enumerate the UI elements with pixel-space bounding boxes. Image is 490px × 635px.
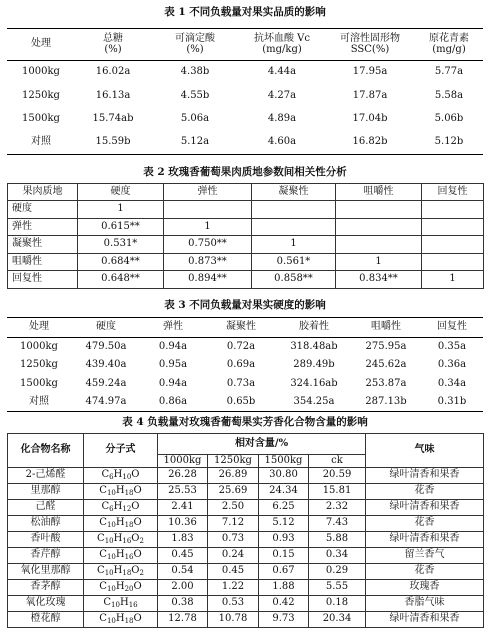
formula-part: 18 [124, 617, 134, 626]
table-cell: 0.72a [226, 340, 256, 352]
relative-content-cell: 0.18 [309, 596, 366, 612]
relative-content-cell: 0.53 [208, 596, 259, 612]
table-cell: 354.25a [293, 395, 335, 407]
odor-cell: 绿叶清香和果香 [366, 468, 484, 484]
formula-part: 16 [124, 553, 134, 562]
table1-header-row [7, 29, 483, 61]
relative-content-cell: 26.28 [158, 468, 208, 484]
formula-part: C [97, 565, 105, 577]
relative-content-cell: 1.83 [158, 532, 208, 548]
odor-cell: 花香 [366, 516, 484, 532]
odor-cell: 玫瑰香 [366, 580, 484, 596]
table-cell: 5.77a [434, 66, 464, 78]
molecular-formula [84, 468, 158, 484]
table-cell: 287.13b [365, 395, 407, 407]
table-cell [422, 218, 484, 236]
table3-header-cell: 凝聚性 [226, 321, 256, 333]
treatment-subheader: 1250kg [208, 455, 259, 468]
formula-part: H [113, 565, 123, 577]
formula-part: O [133, 517, 142, 529]
table4-body [8, 468, 484, 628]
table1-caption: 表 1 不同负载量对果实品质的影响 [164, 6, 326, 18]
table-cell: 5.06a [180, 113, 210, 124]
table3-header-cell: 回复性 [437, 321, 467, 333]
relative-content-cell: 25.53 [158, 484, 208, 500]
relative-content-cell: 2.32 [309, 500, 366, 516]
relative-content-cell: 0.38 [158, 596, 208, 612]
row-label: 回复性 [8, 271, 78, 289]
odor-cell: 花香 [366, 564, 484, 580]
table-row [7, 356, 483, 375]
table-row [8, 596, 484, 612]
table-cell: 4.60a [267, 136, 297, 148]
relative-content-cell: 2.41 [158, 500, 208, 516]
formula-part: 16 [128, 601, 138, 610]
table-row [8, 201, 484, 219]
table-cell: 479.50a [85, 340, 127, 352]
relative-content-cell: 1.88 [259, 580, 309, 596]
formula-part: H [113, 501, 123, 513]
formula-part: C [97, 533, 105, 545]
odor-cell: 绿叶清香和果香 [366, 612, 484, 628]
table-cell: 16.02a [95, 66, 131, 78]
odor-cell: 绿叶清香和果香 [366, 500, 484, 516]
table1-header-cell: 总糖 (%) [103, 33, 123, 55]
table-cell: 0.834** [336, 271, 422, 289]
row-label: 弹性 [8, 218, 78, 236]
table-cell: 4.89a [267, 113, 297, 124]
relative-content-cell: 5.55 [309, 580, 366, 596]
formula-part: 10 [106, 489, 116, 498]
formula-part: H [113, 469, 123, 481]
relative-content-cell: 5.12 [259, 516, 309, 532]
table-cell: 0.615** [78, 218, 164, 236]
table-row [8, 500, 484, 516]
treatment-subheader: ck [309, 455, 366, 468]
formula-part: C [101, 469, 110, 481]
relative-content-cell: 7.12 [208, 516, 259, 532]
relative-content-cell: 7.43 [309, 516, 366, 532]
formula-part: 10 [106, 585, 116, 594]
table3 [7, 317, 483, 412]
table-cell: 5.12a [180, 136, 210, 148]
table-row [8, 271, 484, 289]
table2 [7, 183, 484, 289]
formula-part: O [131, 501, 140, 513]
formula-part: C [99, 549, 107, 561]
table-cell: 324.16ab [290, 377, 338, 389]
row-label: 对照 [31, 136, 51, 148]
formula-part: 10 [106, 617, 116, 626]
table-cell [336, 201, 422, 219]
table-cell: 4.55b [180, 89, 210, 101]
table-cell: 17.95a [352, 66, 388, 78]
table-cell: 0.36a [437, 359, 467, 370]
formula-part: 20 [124, 585, 134, 594]
relative-content-cell: 0.73 [208, 532, 259, 548]
relative-content-cell: 0.15 [259, 548, 309, 564]
table-cell: 15.59b [95, 136, 131, 148]
table-cell: 1 [422, 271, 484, 289]
table1-header-cell: 可滴定酸 (%) [175, 33, 215, 55]
table-row [7, 108, 483, 132]
table-cell: 0.86a [158, 395, 188, 407]
formula-part: H [115, 581, 125, 593]
table-row [7, 61, 483, 85]
relative-content-cell: 5.88 [309, 532, 366, 548]
table2-body [8, 201, 484, 289]
molecular-formula [84, 580, 158, 596]
table-cell: 0.561* [252, 253, 336, 271]
molecular-formula [84, 612, 158, 628]
formula-part: O [133, 549, 142, 561]
table2-header-cell: 回复性 [422, 184, 484, 201]
table3-header-cell: 处理 [29, 321, 49, 333]
molecular-formula [84, 596, 158, 612]
table-cell: 17.04b [352, 113, 388, 124]
relative-content-cell: 24.34 [259, 484, 309, 500]
compound-name: 氧化里那醇 [8, 564, 84, 580]
table-cell: 15.74ab [92, 113, 134, 124]
table-cell: 459.24a [85, 377, 127, 389]
table-cell: 318.48ab [290, 340, 338, 352]
formula-part: 10 [106, 521, 116, 530]
table2-header-cell: 果肉质地 [8, 184, 78, 201]
treatment-subheader: 1000kg [158, 455, 208, 468]
table-cell: 0.94a [158, 377, 188, 389]
odor-cell: 花香 [366, 484, 484, 500]
relative-content-cell: 1.22 [208, 580, 259, 596]
formula-part: O [133, 613, 142, 625]
relative-content-cell: 20.59 [309, 468, 366, 484]
formula-part: H [119, 597, 129, 609]
table-row [8, 253, 484, 271]
formula-part: 18 [124, 489, 134, 498]
row-label: 1500kg [20, 377, 58, 389]
table-cell: 0.531* [78, 236, 164, 254]
table-cell: 0.648** [78, 271, 164, 289]
relative-content-cell: 0.24 [208, 548, 259, 564]
formula-part: O [131, 533, 140, 545]
row-label: 凝聚性 [8, 236, 78, 254]
treatment-subheader: 1500kg [259, 455, 309, 468]
formula-part: 10 [111, 601, 120, 610]
molecular-formula [84, 516, 158, 532]
relative-content-cell: 0.93 [259, 532, 309, 548]
molecular-formula [84, 532, 158, 548]
table-cell: 0.94a [158, 340, 188, 352]
table-cell: 0.31b [437, 395, 467, 407]
formula-part: C [99, 485, 107, 497]
molecular-formula [84, 484, 158, 500]
table-cell: 0.35a [437, 340, 467, 352]
formula-part: O [133, 485, 142, 497]
formula-part: 10 [106, 553, 116, 562]
formula-part: O [131, 469, 140, 481]
compound-name: 己醛 [8, 500, 84, 516]
odor-cell: 留兰香气 [366, 548, 484, 564]
table-cell: 0.69a [226, 359, 256, 370]
row-label: 对照 [29, 395, 49, 407]
formula-part: H [115, 549, 125, 561]
table2-caption: 表 2 玫瑰香葡萄果肉质地参数间相关性分析 [143, 166, 347, 178]
table-cell: 4.27a [267, 89, 297, 101]
relative-content-header: 相对含量/% [158, 434, 366, 455]
table-cell [252, 201, 336, 219]
formula-part: H [115, 485, 125, 497]
compound-name: 香芹醇 [8, 548, 84, 564]
table-cell: 0.73a [226, 377, 256, 389]
table-cell: 5.06b [434, 113, 464, 124]
table2-header-cell: 凝聚性 [252, 184, 336, 201]
table-cell [422, 201, 484, 219]
compound-name: 松油醇 [8, 516, 84, 532]
table2-header-cell: 硬度 [78, 184, 164, 201]
formula-part: 10 [122, 473, 132, 482]
formula-part: C [99, 517, 107, 529]
table-cell: 1 [336, 253, 422, 271]
table3-body [7, 338, 483, 412]
relative-content-cell: 0.45 [158, 548, 208, 564]
formula-part: C [99, 581, 107, 593]
table-row [8, 516, 484, 532]
table1-header-cell: 可溶性固形物 SSC(%) [340, 33, 400, 55]
compound-name: 香叶酸 [8, 532, 84, 548]
relative-content-cell: 20.34 [309, 612, 366, 628]
table-cell: 439.40a [85, 359, 127, 370]
formula-part: H [115, 613, 125, 625]
row-label: 1250kg [20, 359, 58, 370]
relative-content-cell: 2.00 [158, 580, 208, 596]
row-label: 咀嚼性 [8, 253, 78, 271]
table-row [8, 564, 484, 580]
table-cell: 253.87a [365, 377, 407, 389]
row-label: 1000kg [20, 340, 58, 352]
molecular-formula [84, 564, 158, 580]
formula-part: H [115, 517, 125, 529]
relative-content-cell: 26.89 [208, 468, 259, 484]
table-cell: 289.49b [293, 359, 335, 370]
formula-part: O [131, 565, 140, 577]
table-cell: 16.82b [352, 136, 388, 148]
table-row [8, 580, 484, 596]
relative-content-cell: 15.81 [309, 484, 366, 500]
table-cell [164, 201, 252, 219]
table-cell: 16.13a [95, 89, 131, 101]
table4-caption: 表 4 负载量对玫瑰香葡萄果实芳香化合物含量的影响 [122, 416, 368, 428]
table-cell: 1 [164, 218, 252, 236]
table-row [7, 131, 483, 155]
table3-header-cell: 硬度 [96, 321, 116, 333]
molecular-formula [84, 500, 158, 516]
relative-content-cell: 25.69 [208, 484, 259, 500]
table-cell: 245.62a [365, 359, 407, 370]
table-cell: 0.95a [158, 359, 188, 370]
formula-part: C [101, 501, 110, 513]
compound-header: 化合物名称 [8, 434, 84, 468]
odor-cell: 香脂气味 [366, 596, 484, 612]
molecular-formula [84, 548, 158, 564]
relative-content-cell: 0.54 [158, 564, 208, 580]
table-cell [336, 218, 422, 236]
table-cell: 0.684** [78, 253, 164, 271]
relative-content-cell: 0.45 [208, 564, 259, 580]
relative-content-cell: 2.50 [208, 500, 259, 516]
table-cell: 0.34a [437, 377, 467, 389]
formula-part: C [99, 613, 107, 625]
table-cell: 0.894** [164, 271, 252, 289]
compound-name: 氧化玫瑰 [8, 596, 84, 612]
table-row [8, 532, 484, 548]
table1-header-cell: 原花青素 (mg/g) [429, 33, 469, 55]
row-label: 1000kg [22, 66, 60, 78]
formula-part: 6 [109, 473, 114, 482]
relative-content-cell: 0.34 [309, 548, 366, 564]
table-cell: 1 [252, 236, 336, 254]
table3-header-cell: 咀嚼性 [371, 321, 401, 333]
relative-content-cell: 0.42 [259, 596, 309, 612]
odor-header: 气味 [366, 434, 484, 468]
table-cell: 0.858** [252, 271, 336, 289]
table-cell [422, 236, 484, 254]
table-cell: 0.65b [226, 395, 256, 407]
formula-part: 2 [139, 537, 144, 546]
formula-part: 6 [109, 505, 114, 514]
odor-cell: 绿叶清香和果香 [366, 532, 484, 548]
relative-content-cell: 6.25 [259, 500, 309, 516]
table-row [8, 218, 484, 236]
table-row [8, 612, 484, 628]
relative-content-cell: 0.29 [309, 564, 366, 580]
row-label: 1250kg [22, 89, 60, 101]
table-cell: 17.87a [352, 89, 388, 101]
table3-header-row [7, 318, 483, 338]
table4-header-row [8, 434, 484, 455]
table2-header-cell: 弹性 [164, 184, 252, 201]
table-row [8, 484, 484, 500]
relative-content-cell: 9.73 [259, 612, 309, 628]
formula-header: 分子式 [84, 434, 158, 468]
table2-header-row [8, 184, 484, 201]
table2-header-cell: 咀嚼性 [336, 184, 422, 201]
table-row [8, 548, 484, 564]
formula-part: 18 [124, 521, 134, 530]
compound-name: 橙花醇 [8, 612, 84, 628]
formula-part: O [133, 581, 142, 593]
table-cell: 5.58a [434, 89, 464, 101]
table-row [8, 468, 484, 484]
table-row [7, 375, 483, 394]
table-cell: 1 [78, 201, 164, 219]
formula-part: H [113, 533, 123, 545]
formula-part: 10 [104, 537, 114, 546]
table-row [7, 338, 483, 357]
relative-content-cell: 12.78 [158, 612, 208, 628]
table3-header-cell: 胶着性 [299, 321, 329, 333]
relative-content-cell: 30.80 [259, 468, 309, 484]
table-cell: 0.750** [164, 236, 252, 254]
formula-part: 18 [122, 569, 132, 578]
formula-part: 16 [122, 537, 132, 546]
formula-part: 2 [139, 569, 144, 578]
relative-content-cell: 10.78 [208, 612, 259, 628]
table-cell: 275.95a [365, 340, 407, 352]
table1-body [7, 61, 483, 155]
row-label: 1500kg [22, 113, 60, 124]
compound-name: 2-己烯醛 [8, 468, 84, 484]
table1 [7, 28, 483, 155]
table1-header-cell: 抗坏血酸 Vc (mg/kg) [253, 33, 310, 55]
table1-header-cell: 处理 [31, 38, 51, 50]
table-row [7, 84, 483, 108]
table-cell: 5.12b [434, 136, 464, 148]
table4 [7, 433, 484, 628]
formula-part: C [103, 597, 112, 609]
table-cell [422, 253, 484, 271]
table-cell: 4.44a [267, 66, 297, 78]
relative-content-cell: 10.36 [158, 516, 208, 532]
relative-content-cell: 0.67 [259, 564, 309, 580]
table-cell: 474.97a [85, 395, 127, 407]
table-cell: 4.38b [180, 66, 210, 78]
compound-name: 香茅醇 [8, 580, 84, 596]
table-row [8, 236, 484, 254]
table3-caption: 表 3 不同负载量对果实硬度的影响 [164, 299, 326, 311]
formula-part: 12 [122, 505, 132, 514]
table-cell [252, 218, 336, 236]
table3-header-cell: 弹性 [163, 321, 183, 333]
table-row [7, 393, 483, 412]
table-cell: 0.873** [164, 253, 252, 271]
row-label: 硬度 [8, 201, 78, 219]
formula-part: 10 [104, 569, 114, 578]
table-cell [336, 236, 422, 254]
compound-name: 里那醇 [8, 484, 84, 500]
